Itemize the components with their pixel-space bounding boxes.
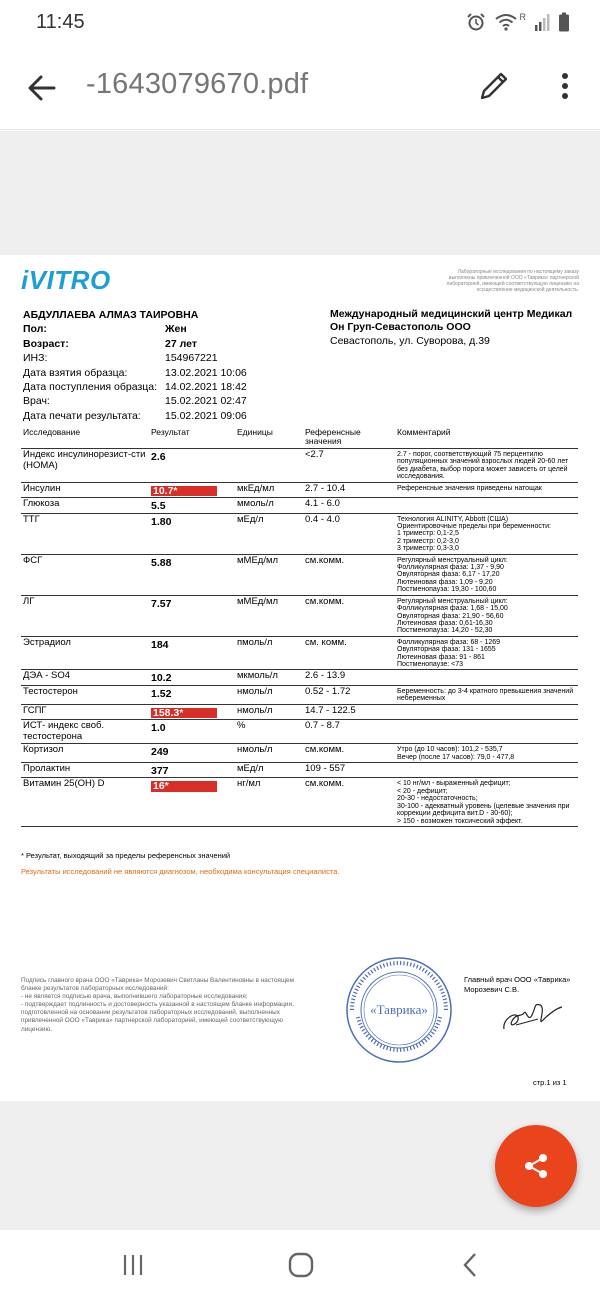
column-header: Единицы — [235, 426, 303, 449]
units-cell: нмоль/л — [235, 704, 303, 720]
units-cell: нмоль/л — [235, 744, 303, 763]
reference-cell: см.комм. — [303, 778, 389, 826]
test-name-cell: ТТГ — [21, 513, 149, 554]
units-cell: пмоль/л — [235, 636, 303, 670]
result-value-cell — [149, 704, 235, 720]
reference-cell: см.комм. — [303, 595, 389, 636]
patient-name: АБДУЛЛАЕВА АЛМАЗ ТАИРОВНА — [23, 309, 199, 321]
result-value-cell: 184 — [149, 636, 235, 670]
comment-cell — [389, 704, 578, 720]
reference-cell: см.комм. — [303, 554, 389, 595]
reference-cell: 0.52 - 1.72 — [303, 685, 389, 704]
result-value-cell: 10.2 — [149, 670, 235, 686]
reference-cell: см.комм. — [303, 744, 389, 763]
test-name-cell: Инсулин — [21, 482, 149, 498]
alarm-icon — [466, 12, 486, 32]
units-cell: % — [235, 720, 303, 744]
test-name-cell: Тестостерон — [21, 685, 149, 704]
page-number: стр.1 из 1 — [533, 1078, 567, 1087]
comment-cell — [389, 670, 578, 686]
comment-cell: Технология ALINITY, Abbott (США) Ориентировочные пределы при беременности: 1 триместр: 0,1-2,5 2 триместр: 0,2-3,0 3 триместр: 0,3-3,0 — [389, 513, 578, 554]
test-name-cell: ИСТ- индекс своб. тестостерона — [21, 720, 149, 744]
test-name-cell: Пролактин — [21, 762, 149, 778]
doctor-name: Морозевич С.В. — [464, 985, 520, 994]
units-cell — [235, 449, 303, 483]
recent-apps-icon[interactable] — [118, 1250, 148, 1280]
stamp-center-text: «Таврика» — [370, 1002, 428, 1017]
reference-cell: <2.7 — [303, 449, 389, 483]
comment-cell — [389, 498, 578, 514]
chief-doctor — [464, 975, 570, 995]
test-name-cell: Глюкоза — [21, 498, 149, 514]
test-name-cell: Кортизол — [21, 744, 149, 763]
comment-cell: Регулярный менструальный цикл: Фолликулярная фаза: 1,68 - 15,00 Овуляторная фаза: 21,90 - 56,60 Лютеиновая фаза: 0,61-16,30 Постменопауза: 14,20 - 52,30 — [389, 595, 578, 636]
patient-row: Дата поступления образца: 14.02.2021 18:42 — [23, 381, 247, 394]
document-title: -1643079670.pdf — [86, 68, 309, 100]
home-icon[interactable] — [286, 1250, 316, 1280]
table-row — [21, 449, 578, 483]
test-name-cell: ЛГ — [21, 595, 149, 636]
status-time: 11:45 — [36, 11, 85, 33]
system-back-icon[interactable] — [456, 1250, 486, 1280]
edit-pencil-icon[interactable] — [474, 66, 514, 106]
patient-info — [23, 308, 247, 423]
units-cell: мМЕд/мл — [235, 554, 303, 595]
reference-cell: 2.6 - 13.9 — [303, 670, 389, 686]
result-value-cell: 1.52 — [149, 685, 235, 704]
comment-cell — [389, 762, 578, 778]
reference-cell: 0.7 - 8.7 — [303, 720, 389, 744]
table-row — [21, 595, 578, 636]
patient-row: Врач: 15.02.2021 02:47 — [23, 395, 247, 408]
patient-row: Дата печати результата: 15.02.2021 09:06 — [23, 409, 247, 422]
comment-cell: Утро (до 10 часов): 101,2 - 535,7 Вечер (после 17 часов): 79,0 - 477,8 — [389, 744, 578, 763]
reference-cell: см. комм. — [303, 636, 389, 670]
table-row — [21, 513, 578, 554]
column-header: Исследование — [21, 426, 149, 449]
status-bar — [0, 0, 600, 46]
units-cell: мкмоль/л — [235, 670, 303, 686]
units-cell: ммоль/л — [235, 498, 303, 514]
units-cell: нг/мл — [235, 778, 303, 826]
out-of-range-footnote: * Результат, выходящий за пределы референсных значений — [21, 851, 231, 860]
table-row — [21, 670, 578, 686]
patient-row: Дата взятия образца: 13.02.2021 10:06 — [23, 366, 247, 379]
table-row — [21, 554, 578, 595]
reference-cell: 2.7 - 10.4 — [303, 482, 389, 498]
result-value-cell: 5.88 — [149, 554, 235, 595]
table-row — [21, 498, 578, 514]
app-bar — [0, 46, 600, 130]
result-value-cell: 7.57 — [149, 595, 235, 636]
table-row — [21, 778, 578, 826]
table-row — [21, 636, 578, 670]
result-value-cell: 249 — [149, 744, 235, 763]
clinic-info — [330, 308, 572, 348]
wifi-icon — [494, 12, 518, 32]
reference-cell: 0.4 - 4.0 — [303, 513, 389, 554]
clinic-name-line1: Международный медицинский центр Медикал — [330, 308, 573, 320]
column-header: Результат — [149, 426, 235, 449]
clinic-stamp — [344, 955, 454, 1065]
table-row — [21, 685, 578, 704]
reference-cell: 14.7 - 122.5 — [303, 704, 389, 720]
table-row — [21, 762, 578, 778]
result-value-cell: 1.0 — [149, 720, 235, 744]
column-header: Референсные значения — [303, 426, 389, 449]
comment-cell: Фолликулярная фаза: 68 - 1269 Овуляторная фаза: 131 - 1655 Лютеиновая фаза: 91 - 861 Постменопаузе: <73 — [389, 636, 578, 670]
result-value-cell: 377 — [149, 762, 235, 778]
network-type-label: R — [519, 12, 526, 22]
reference-cell: 4.1 - 6.0 — [303, 498, 389, 514]
test-name-cell: Витамин 25(OH) D — [21, 778, 149, 826]
share-icon — [521, 1151, 551, 1181]
test-name-cell: ФСГ — [21, 554, 149, 595]
column-header: Комментарий — [389, 426, 578, 449]
out-of-range-result: 16* — [151, 781, 217, 792]
test-name-cell: ГСПГ — [21, 704, 149, 720]
result-value-cell: 1.80 — [149, 513, 235, 554]
units-cell: мМЕд/мл — [235, 595, 303, 636]
back-arrow-icon[interactable] — [22, 68, 62, 108]
comment-cell — [389, 720, 578, 744]
reference-cell: 109 - 557 — [303, 762, 389, 778]
result-value-cell: 5.5 — [149, 498, 235, 514]
battery-icon — [558, 12, 570, 32]
patient-row: ИНЗ: 154967221 — [23, 352, 218, 365]
handwritten-signature — [498, 995, 568, 1035]
more-options-icon[interactable] — [550, 66, 580, 106]
comment-cell: < 10 нг/мл - выраженный дефицит; < 20 - дефицит; 20-30 - недостаточность; 30-100 - адекватный уровень (целевые значения при коррекции дефицита вит.D - 30-60); > 150 - возможен токсический эффект. — [389, 778, 578, 826]
test-name-cell: ДЭА - SO4 — [21, 670, 149, 686]
pdf-page — [0, 255, 600, 1101]
units-cell: мЕд/л — [235, 762, 303, 778]
doctor-title: Главный врач ООО «Таврика» — [464, 975, 571, 984]
patient-row: Пол: Жен — [23, 323, 187, 336]
clinic-address: Севастополь, ул. Суворова, д.39 — [330, 335, 490, 347]
units-cell: мкЕд/мл — [235, 482, 303, 498]
license-note: Лабораторные исследования по настоящему заказу выполнены привлеченной ООО «Таврика» партнерской лабораторией, имеющей соответствующую лицензию на осуществление медицинской деятельность. — [446, 269, 579, 293]
system-nav-bar — [0, 1230, 600, 1299]
result-value-cell: 2.6 — [149, 449, 235, 483]
patient-row: Возраст: 27 лет — [23, 337, 197, 350]
table-row — [21, 704, 578, 720]
test-name-cell: Эстрадиол — [21, 636, 149, 670]
signature-disclaimer: Подпись главного врача ООО «Таврика» Морозевич Светланы Валентиновны в настоящем бланке результатов лабораторных исследований: - не является подписью врача, выполнившего лабораторные исследования; - подтверждает подлинность и достоверность указанной в настоящем бланке информации, подготовленной на основании результатов лабораторных исследований, выполненных привлеченной ООО «Таврика» партнерской лабораторией, имеющей соответствующую лицензию. — [21, 977, 294, 1033]
table-row — [21, 482, 578, 498]
comment-cell: 2.7 - порог, соответствующий 75 перцентилю популяционных значений взрослых людей 20-60 лет без диабета, выбор порога может зависеть от целей исследования. — [389, 449, 578, 483]
out-of-range-result: 10.7* — [151, 486, 217, 497]
units-cell: мЕд/л — [235, 513, 303, 554]
units-cell: нмоль/л — [235, 685, 303, 704]
result-value-cell — [149, 482, 235, 498]
share-button[interactable] — [495, 1125, 577, 1207]
lab-logo: iVITRO — [21, 265, 111, 295]
result-value-cell — [149, 778, 235, 826]
comment-cell: Референсные значения приведены натощак — [389, 482, 578, 498]
signal-icon — [534, 12, 550, 32]
comment-cell: Беременность: до 3-4 кратного превышения значений небеременных — [389, 685, 578, 704]
status-icons — [466, 12, 571, 32]
clinic-name-line2: Он Груп-Севастополь ООО — [330, 320, 471, 333]
table-row — [21, 720, 578, 744]
table-header-row — [21, 426, 578, 449]
test-name-cell: Индекс инсулинорезист-сти (НОМА) — [21, 449, 149, 483]
out-of-range-result: 158.3* — [151, 708, 217, 719]
results-table — [21, 426, 578, 827]
diagnosis-warning: Результаты исследований не являются диагнозом, необходима консультация специалиста. — [21, 867, 340, 876]
table-row — [21, 744, 578, 763]
pdf-viewer[interactable] — [0, 131, 600, 1230]
comment-cell: Регулярный менструальный цикл: Фолликулярная фаза: 1,37 - 9,90 Овуляторная фаза: 6,17 - 17,20 Лютеиновая фаза: 1,09 - 9,20 Постменопауза: 19,30 - 100,60 — [389, 554, 578, 595]
